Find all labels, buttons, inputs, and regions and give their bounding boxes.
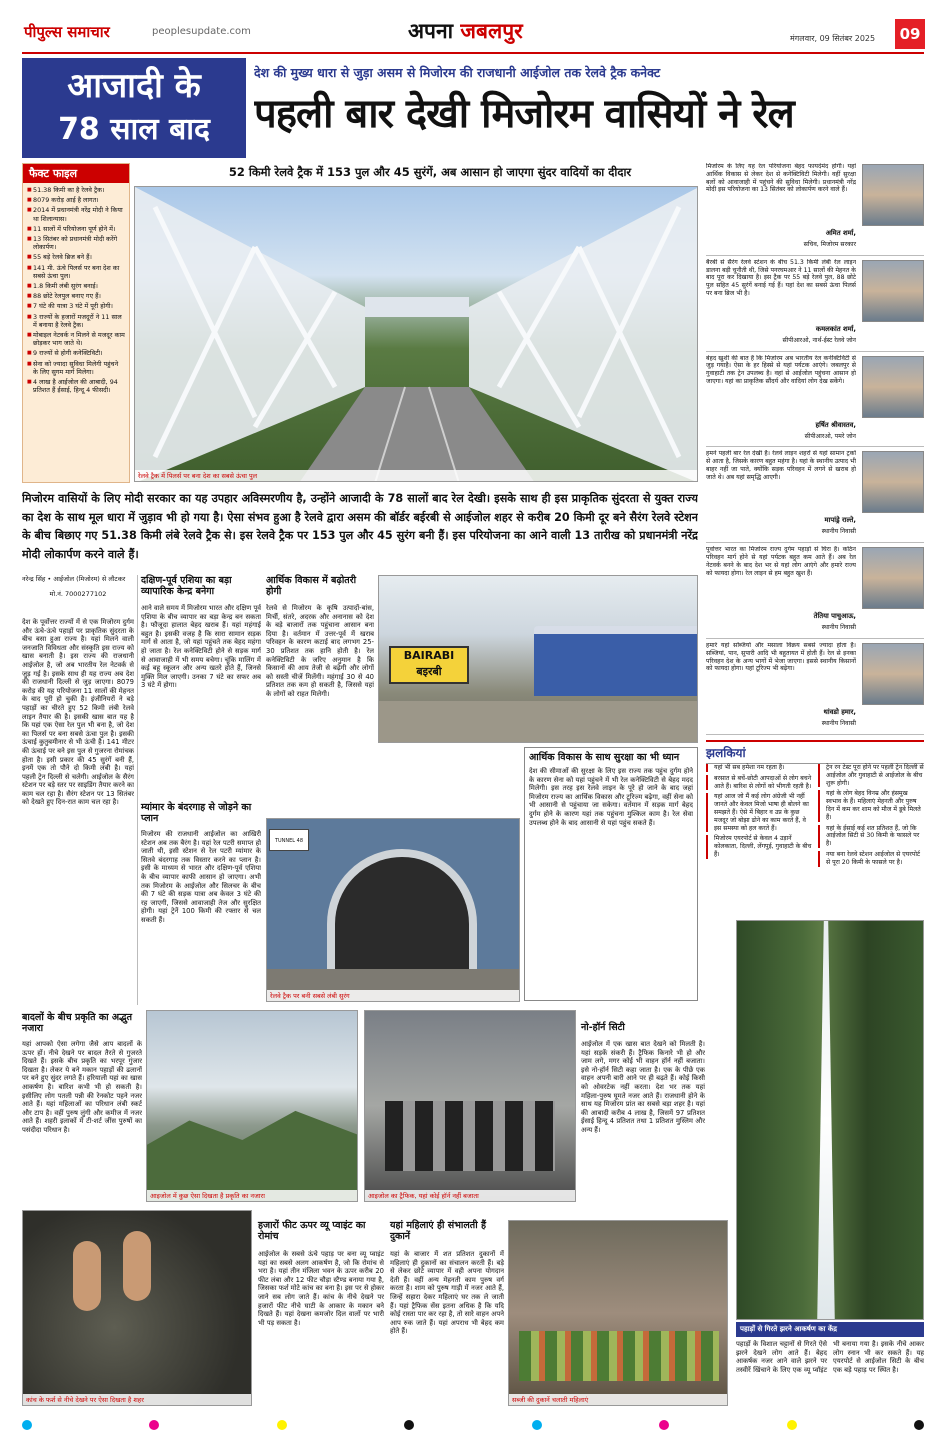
hill-ridge xyxy=(147,1106,358,1202)
fact-item: ■ 141 मी. ऊंचे पिलर्स पर बना देश का सबसे ऊंचा पुल। xyxy=(27,263,120,280)
highlight-item: यहां के लोग बेहद विनम्र और हंसमुख स्वभाव के हैं। महिलाएं मेहनती और पुरुष दिन में कम कर शाम को मौज में डूबे मिलते हैं। xyxy=(818,790,924,821)
bullet-icon: ■ xyxy=(27,225,32,232)
myanmar-body: मिजोरम की राजधानी आईजोल का आखिरी स्टेशन अब तक बैरंग है। यहां रेल पटरी समाप्त हो जाती थी, इसी स्टेशन से रेल पटरी म्यांमार के सितवे बंदरगाह तक विस्तार करने का प्लान है। इसी के माध्यम से भारत और दक्षिण-पूर्व एशिया के बीच व्यापार काफी आसान हो जाएगा। अभी तक मिजोरम के आईजोल और सिलचर के बीच की 7 घंटे की सड़क यात्रा अब केवल 3 घंटे की रह जाएगी, जिससे आवाजाही तेज और सुरक्षित होगी। यहां ट्रेनें 100 किमी की रफ्तार से चल सकती हैं। xyxy=(141,830,261,924)
vegetable-stall xyxy=(519,1331,719,1381)
quote-name: मापांड्रे राल्ते, xyxy=(824,516,856,525)
section-title-b: जबलपुर xyxy=(460,19,523,43)
fact-item: ■ 9 राज्यों से होगी कनेक्टिविटी। xyxy=(27,349,103,358)
scooters xyxy=(385,1101,555,1171)
quote-box xyxy=(706,256,924,352)
quote-name: कमलकांत शर्मा, xyxy=(815,324,856,333)
tunnel-caption: रेलवे ट्रैक पर बनी सबसे लंबी सुरंग xyxy=(267,990,519,1001)
lead-paragraph: मिजोरम वासियों के लिए मोदी सरकार का यह उपहार अविस्मरणीय है, उन्होंने आजादी के 78 सालों बाद रेल देखी। इसके साथ ही इस प्राकृतिक सुंदरता से युक्त राज्य का देश के साथ मूल धारा में जुड़ाव भी हो गया है। ऐसा संभव हुआ है रेलवे द्वारा असम की बॉर्डर बईरबी से आईजोल शहर से करीब 20 किमी दूर बने सैरंग रेलवे स्टेशन के बीच बिछाए गए 51.38 किमी लंबे रेलवे ट्रैक से। इस रेलवे ट्रैक पर 153 पुल और 45 सुरंग बनी हैं। इस परियोजना का आने वाली 13 तारीख को प्रधानमंत्री नरेंद्र मोदी लोकार्पण करने वाले हैं। xyxy=(22,492,698,561)
quote-text: बैरबी से सैरंग रेलवे स्टेशन के बीच 51.3 किमी लंबी रेल लाइन डालना बड़ी चुनौती थी, जिसे पनरघमआर ने 11 सालों की मेहनत के बाद पूरा कर दिखाया है। इस ट्रैक पर 55 बड़े रेलवे पुल, 88 छोटे पुल सहित 45 सुरंगें बनाई गई हैं। यहां देश का सबसे ऊंचा पिलर्स पर बना ब्रिज भी है। xyxy=(706,258,856,297)
station-sign-roman: BAIRABI xyxy=(403,649,455,662)
fact-file-title: फैक्ट फाइल xyxy=(23,164,129,183)
waterfall-stream xyxy=(815,921,837,1320)
foot-right xyxy=(123,1231,151,1301)
tunnel-sign: TUNNEL 48 xyxy=(269,829,309,851)
myanmar-heading: म्यांमार के बंदरगाह से जोड़ने का प्लान xyxy=(141,802,252,824)
nohorn-body: आईजोल में एक खास बात देखने को मिलती है। यहां सड़कें संकरी हैं। ट्रैफिक किनारे भी हो और जाम लगे, मगर कोई भी वाहन हॉर्न नहीं बजाता। इसे नो-हॉर्न सिटी कहा जाता है। एक के पीछे एक वाहन अपनी बारी आने पर ही बढ़ते हैं। कोई किसी को ओवरटेक नहीं करता। देश भर तक यहां महिला-पुरुष घूमते नजर आते हैं। राजधानी होने के साथ यह मिजोरम प्रांत का सबसे बड़ा शहर है। यहां की आबादी करीब 4 लाख है, जिसमें 97 प्रतिशत ईसाई हिन्दू 4 प्रतिशत तथा 1 प्रतिशत मुस्लिम और अन्य हैं। xyxy=(581,1040,705,1134)
clouds-body: यहां आपको ऐसा लगेगा जैसे आप बादलों के ऊपर हों। नीचे देखने पर बादल तैरते से गुजरते दिखते हैं। इसके बीच प्रकृति का भरपूर गुंजार दिखता है। लेकर ये बने मकान पहाड़ों की ढलानों पर बने हुए सुंदर लगते हैं। हरियाली यहां का खास आकर्षण है। बारिश कभी भी हो सकती है। इसीलिए लोग पतली पन्नी की रेनकोट पहने नजर आते हैं। यहां महिलाओं का परिधान लंबी स्कर्ट और टाप है। वहीं पुरुष लुंगी और कमीज में नजर आते हैं। शहरी इलाकों में टी-शर्ट जींस पुरुषों का पसंदीदा परिधान है। xyxy=(22,1040,142,1134)
brand-logo: पीपुल्स समाचार xyxy=(24,23,110,41)
portrait-photo xyxy=(862,643,924,705)
fact-item: ■ सेना को ज्यादा सुविधा मिलेगी पहुंचने के लिए सुगम मार्ग मिलेगा। xyxy=(27,359,119,376)
bullet-icon: ■ xyxy=(27,197,32,204)
bullet-icon: ■ xyxy=(27,303,32,310)
bullet-icon: ■ xyxy=(27,360,32,367)
super-headline: देश की मुख्य धारा से जुड़ा असम से मिजोरम की राजधानी आईजोल तक रेलवे ट्रैक कनेक्ट xyxy=(254,65,661,80)
platform xyxy=(379,701,698,743)
issue-date: मंगलवार, 09 सितंबर 2025 xyxy=(790,34,876,43)
quote-role: स्थानीय निवासी xyxy=(821,528,856,536)
feet-photo xyxy=(22,1210,252,1406)
trade-body: आने वाले समय में मिजोरम भारत और दक्षिण पूर्व एशिया के बीच व्यापार का बड़ा केन्द्र बन सकता है। फौजूदा हालात बेहद खराब हैं। यहां महंगाई बहुत है। इसकी वजह है कि सारा सामान सड़क मार्ग से आता है, जो यहां पहुंचते तक बेहद महंगा हो जाता है। रेल कनेक्टिविटी होने से सड़क मार्ग से आवाजाही में भी समय बचेगा। चूंकि मालिंग में कई बहू स्कूलन और अन्य खतरे होते हैं, जिनसे मुक्ति मिल जाएगी। उनका 7 घंटे का सफर अब 3 घंटे में होगा। xyxy=(141,604,261,690)
portrait-photo xyxy=(862,451,924,513)
quote-box xyxy=(706,160,924,256)
masthead-rule xyxy=(22,52,924,54)
quote-name: हर्षित श्रीवास्तव, xyxy=(815,420,856,429)
women-body: यहां के बाजार में शत प्रतिशत दुकानों में महिलाएं ही दुकानों का संचालन करती हैं। बड़े से लेकर छोटे व्यापार में वही अपना योगदान देती हैं। वहीं अन्य मेहनती काम पुरुष वर्ग करता है। शाम को पुरुष गाड़ी में नजर आते हैं, जिन्हें सहारा देकर महिलाएं घर तक ले जाती हैं। यहां ट्रैफिक सेंस इतना अधिक है कि यदि कोई रास्ता पार कर रहा है, तो सारे वाहन अपने आप रुक जाते हैं। यहां अपराध भी बेहद कम होते हैं। xyxy=(390,1250,504,1336)
viewpoint-heading: हजारों फीट ऊपर व्यू प्वाइंट का रोमांच xyxy=(258,1220,366,1242)
quote-box xyxy=(706,639,924,735)
quote-text: बेहद खुशी की बात है कि मिजोरम अब भारतीय रेल कनेक्टिविटी से जुड़ गयाहै। ऐसा के हर हिस्से से यहां पर्यटक आएंगे। जबलपुर से गुवाहाटी तक ट्रेन उपलब्ध है। वहां से आईजोल पहुंचना आसान हो जाएगा। यहां का प्राकृतिक सौंदर्य और वादियां लोग देख सकेंगे। xyxy=(706,354,856,385)
kicker-box xyxy=(22,58,246,158)
page-number: 09 xyxy=(895,19,925,49)
fact-item: ■ 11 सालों में परियोजना पूर्ण होने में। xyxy=(27,224,116,233)
highlight-item: यहां के ईसाई कई शत प्रतिशत हैं, जो कि आईजोल सिटी से 30 किमी के फासले पर है। xyxy=(818,825,924,848)
foot-left xyxy=(73,1241,101,1311)
train-shape xyxy=(534,626,698,696)
portrait-photo xyxy=(862,356,924,418)
portrait-photo xyxy=(862,164,924,226)
fact-list xyxy=(23,183,129,394)
bullet-icon: ■ xyxy=(27,313,32,320)
bullet-icon: ■ xyxy=(27,379,32,386)
hills-caption: आइजोल में कुछ ऐसा दिखता है प्रकृति का नजारा xyxy=(147,1190,357,1201)
quote-role: सीपीआरओ, पमरे जोन xyxy=(804,432,856,440)
security-body: देश की सीमाओं की सुरक्षा के लिए इस राज्य तक पहुंच दुर्गम होने के कारण सेना को यहां पहुंचने में भी रेल कनेक्टिविटी से बेहद मदद मिलेगी। इस तरह इस रेलवे लाइन के पूरे हो जाने के बाद जहां मिजोरम राज्य का आर्थिक विकास और टूरिज्म बढ़ेगा, वहीं सेना को भी आसानी से पहुंचाया जा सकेगा। वर्तमान में सड़क मार्ग बेहद दुर्गम होने के कारण यहां तक पहुंचना मुश्किल काम है। रेल सेवा उपलब्ध होने के बाद आसानी से यहां पहुंच सकते हैं। xyxy=(529,767,693,827)
bridge-photo xyxy=(134,186,698,482)
quote-text: हमारे यहां सब्जियों और मसाला विक्रय सबसे ज्यादा होता है। सब्जियां, पान, सुपारी आदि भी बहुतायत में होती हैं। रेल से इनका परिवहन देश के अन्य भागों में भेजा जाएगा। इससे स्थानीय किसानों को फायदा होगा। यहां टूरिज्म भी बढ़ेगा। xyxy=(706,641,856,673)
col-divider-1 xyxy=(137,575,138,1005)
fact-item: ■ मोबाइल नेटवर्क न मिलने से मजदूर काम छोड़कर भाग जाते थे। xyxy=(27,331,125,348)
feet-caption: कांच के फर्श से नीचे देखने पर ऐसा दिखता है शहर xyxy=(23,1394,251,1405)
quote-text: मिजोरम के लिए यह रेल परियोजना बेहद फायदेमंद होगी। यहां आर्थिक विकास से लेकर देश से कनेक्टिविटी मिलेगी। वहीं सुरक्षा बलों को आवाजाही में पहुंचने की सुविधा मिलेगी। प्रधानमंत्री नरेंद्र मोदी इस परियोजना का 13 सितंबर को लोकार्पण करने वाले हैं। xyxy=(706,163,856,194)
quote-box xyxy=(706,352,924,448)
highlights-left xyxy=(706,764,812,862)
print-registration-marks xyxy=(22,1418,924,1432)
masthead xyxy=(0,0,945,52)
waterfall-caption: पहाड़ों से गिरते झरने आकर्षण का केंद्र xyxy=(736,1322,924,1337)
security-heading: आर्थिक विकास के साथ सुरक्षा का भी ध्यान xyxy=(529,752,680,763)
fact-item: ■ 1.8 किमी लंबी सुरंग बनाई। xyxy=(27,282,98,291)
highlight-item: बरसात से बचें-छोटी आपदाओं से लोग बचने आते हैं। बारिश से लोगों को भीगती रहती है। xyxy=(706,775,812,791)
quote-role: सचिव, मिजोरम सरकार xyxy=(803,241,856,248)
highlight-item: मिजोरम एयरपोर्ट से केवल 4 उड़ानें कोलकाता, दिल्ली, लेंगपुई, गुवाहाटी के बीच हैं। xyxy=(706,835,812,858)
trade-heading: दक्षिण-पूर्व एशिया का बड़ा व्यापारिक केन्द्र बनेगा xyxy=(141,575,232,597)
highlight-item: ट्रेन रन टेस्ट पूरा होने पर पहली ट्रेन दिल्ली से आईजोल और गुवाहाटी से आईजोल के बीच शुरू होगी। xyxy=(818,764,924,787)
bullet-icon: ■ xyxy=(27,283,32,290)
fact-item: ■ 4 लाख है आईजोल की आबादी, 94 प्रतिशत हैं ईसाई, हिन्दू 4 फीसदी। xyxy=(27,378,118,395)
byline-phone: मो.नं. 7000277102 xyxy=(49,590,107,598)
bullet-icon: ■ xyxy=(27,236,32,243)
station-sign-hindi: बइरबी xyxy=(416,665,442,678)
viewpoint-body: आईजोल के सबसे ऊंचे पहाड़ पर बना व्यू प्वाइंट यहां का सबसे अलग आकर्षण है, जो कि रोमांच से भरा है। यहां तीन मंजिला भवन के ऊपर करीब 20 फीट लंबा और 12 फीट चौड़ा स्टैण्ड बनाया गया है, जिसका फर्श मोटे कांच का बना है। इस पर से होकर जाने सब लोग जाते हैं। कांच के नीचे देखने पर हजारों फीट नीचे घाटी के आकार के मकान बने दिखते हैं। यहां देखना कमजोर दिल वालों पर भारी भी पड़ सकता है। xyxy=(258,1250,384,1327)
clouds-heading: बादलों के बीच प्रकृति का अद्भुत नजारा xyxy=(22,1012,133,1034)
bullet-icon: ■ xyxy=(27,254,32,261)
section-title xyxy=(408,17,523,45)
highlights-right xyxy=(818,764,924,870)
fact-item: ■ 2014 में प्रधानमंत्री नरेंद्र मोदी ने किया था शिलान्यास। xyxy=(27,206,123,223)
bullet-icon: ■ xyxy=(27,187,32,193)
highlight-item: यहां भी सब हमेशा नम रहता है। xyxy=(706,764,812,772)
bullet-icon: ■ xyxy=(27,207,32,214)
quote-box xyxy=(706,543,924,639)
highlight-item: यहां आज जो मैं कई लोग अंग्रेजी भी नहीं जानते और केवल मिजो भाषा ही बोलने का समझते हैं। ऐसे में बिहार व उप्र के कुछ मजदूर जो बोझा ढोने का काम करते हैं, वे इस समस्या को हल करते हैं। xyxy=(706,793,812,832)
economic-heading: आर्थिक विकास में बढ़ोतरी होगी xyxy=(266,575,357,597)
fact-item: ■ 13 सितंबर को प्रधानमंत्री मोदी करेंगे लोकार्पण। xyxy=(27,235,118,252)
sub-headline: 52 किमी रेलवे ट्रैक में 153 पुल और 45 सुरंगें, अब आसान हो जाएगा सुंदर वादियों का दीदार xyxy=(228,165,632,179)
quote-role: स्थानीय निवासी xyxy=(821,624,856,632)
bullet-icon: ■ xyxy=(27,332,32,339)
fact-item: ■ 3 राज्यों के हजारों मजदूरों ने 11 साल में बनाया है रेलवे ट्रैक। xyxy=(27,312,122,329)
station-photo xyxy=(378,575,698,743)
highlights-title: झलकियां xyxy=(706,742,924,764)
waterfall-photo xyxy=(736,920,924,1320)
traffic-caption: आइजोल का ट्रैफिक, यहां कोई हॉर्न नहीं बजाता xyxy=(365,1190,575,1201)
highlights-box xyxy=(706,740,924,912)
bullet-icon: ■ xyxy=(27,350,32,357)
security-box xyxy=(524,747,698,1001)
fact-item: ■ 55 बड़े रेलवे ब्रिज बने हैं। xyxy=(27,253,92,262)
bullet-icon: ■ xyxy=(27,264,32,271)
fact-item: ■ 8079 करोड़ आई है लागत। xyxy=(27,196,99,205)
economic-body: रेलवे से मिजोरम के कृषि उत्पादों-बांस, मिर्ची, संतरे, अदरक और अनानास को देश के बड़े बाजारों तक पहुंचाना आसान बना दिया है। वर्तमान में उत्तर-पूर्व में खराब परिवहन के कारण कटाई बाद लगभग 25-30 प्रतिशत तक हानि होती है। रेल कनेक्टिविटी के जरिए अनुमान है कि किसानों की आय तेजी से बढ़ेगी और लोगों को सस्ती चीजें मिलेंगी। महंगाई 30 से 40 प्रतिशत तक कम हो सकती है, जिससे यहां के लोगों को राहत मिलेगी। xyxy=(266,604,374,698)
traffic-photo xyxy=(364,1010,576,1202)
portrait-photo xyxy=(862,547,924,609)
fact-item: ■ 7 घंटे की यात्रा 3 घंटे में पूरी होगी। xyxy=(27,302,113,311)
byline-name: नरेन्द्र सिंह • आईजोल (मिजोरम) से लौटकर xyxy=(22,575,126,583)
byline xyxy=(22,575,134,599)
quote-text: पूर्वोत्तर भारत का मिजोरम राज्य दुर्गम पहाड़ों से घिरा है। कठिन परिवहन मार्ग होने से यहां पर्यटक बहुत कम आते हैं। अब रेल नेटवर्क बनने के बाद देश भर से यहां लोग आएंगे और हमारे राज्य को फायदा होगा। रेल लाइन से हम बहुत खुश हैं। xyxy=(706,546,856,577)
bridge-caption: रेलवे ट्रैक में पिलर्स पर बना देश का सबसे ऊंचा पुल xyxy=(135,470,697,481)
kicker-line-2: 78 साल बाद xyxy=(58,112,210,147)
section-title-a: अपना xyxy=(408,19,454,43)
quote-text: हमने पहली बार रेल देखी है। रेलवे लाइन शहरों से यहां सामान ट्रकों से आता है, जिसके कारण बहुत महंगा है। यहां के स्थानीय उत्पाद भी बाहर नहीं जा पाते, क्योंकि सड़क परिवहन में लगने से खराब हो जाते थे। अब यहां समृद्धि आएगी। xyxy=(706,450,856,481)
quote-box xyxy=(706,447,924,543)
website: peoplesupdate.com xyxy=(152,26,251,37)
market-photo xyxy=(508,1220,728,1406)
nohorn-heading: नो-हॉर्न सिटी xyxy=(581,1022,625,1033)
women-heading: यहां महिलाएं ही संभालती हैं दुकानें xyxy=(390,1220,487,1242)
quote-name: तेतिया पाचुआऊ, xyxy=(813,612,856,621)
quote-name: थांवडो हमार, xyxy=(823,707,856,716)
portrait-photo xyxy=(862,260,924,322)
quote-name: अमित शर्मा, xyxy=(825,229,856,237)
fact-file xyxy=(22,163,130,483)
waterfall-text: पहाड़ों के विशाल चट्टानों से गिरते ऐसे झरने देखने लोग आते हैं। बेहद आकर्षक नजर आने वाले झरने पर तस्वीरें खिंचाने के लिए एक व्यू प्वॉइंट भी बनाया गया है। इसके नीचे आकर लोग स्नान भी कर सकते हैं। यह एयरपोर्ट से आईजोल सिटी के बीच एक बड़े पहाड़ पर स्थित है। xyxy=(736,1340,924,1374)
main-body: देश के पूर्वोत्तर राज्यों में से एक मिजोरम दुर्गम और ऊंचे-ऊंचे पहाड़ों पर प्राकृतिक सुंदरता के बीच बसा हुआ राज्य है। यहां मिलने वाली जनजाति विविधता और संस्कृति इस राज्य को खास बनाती है। इस राज्य की राजधानी आईजोल है, जो अब भारतीय रेल नेटवर्क से जुड़ गई है। इसके साथ ही यह राज्य अब देश की राजधानी दिल्ली से जुड़ जाएगा। 8079 करोड़ की यह परियोजना 11 सालों की मेहनत के बाद पूरी हो चुकी है। इंजीनियरों ने बड़े पहाड़ों का चीरते हुए 52 किमी लंबी रेलवे लाइन तैयार की है। इसकी खास बात यह है कि यहां एक ऐसा रेल पुल भी बना है, जो देश का पिलर्स पर बना सबसे ऊंचा पुल है। इसकी ऊंचाई कुतुबमीनार से भी ऊंची है। 141 मीटर की ऊंचाई पर बने इस पुल से गुजरना रोमांचक होता है। इसी प्रकार की 45 सुरंगें बनी हैं, इनमें एक तो पौने दो किमी लंबी है। यहां पहली ट्रेन दिल्ली से चलेगी। आईजोल के सैरंग स्टेशन पर बड़े स्तर पर साइडिंग तैयार करने का काम चल रहा है। सैरंग स्टेशन पर 13 सितंबर को देखते हुए दिन-रात काम चल रहा है। xyxy=(22,618,134,807)
quote-role: सीपीआरओ, नार्थ-ईस्ट रेलवे जोन xyxy=(782,336,856,344)
tunnel-photo xyxy=(266,818,520,1002)
bullet-icon: ■ xyxy=(27,293,32,300)
station-sign xyxy=(389,646,469,684)
kicker-line-1: आजादी के xyxy=(67,66,201,106)
main-headline: पहली बार देखी मिजोरम वासियों ने रेल xyxy=(254,91,794,137)
highlight-item: नया बना रेलवे स्टेशन आईजोल से एयरपोर्ट से पूरा 20 किमी के फासले पर है। xyxy=(818,851,924,867)
fact-item: ■ 88 छोटे रेलपुल बनाए गए हैं। xyxy=(27,292,101,301)
market-caption: सब्जी की दुकानें चलाती महिलाएं xyxy=(509,1394,727,1405)
bridge-illustration xyxy=(135,187,698,482)
hills-photo xyxy=(146,1010,358,1202)
quote-role: स्थानीय निवासी xyxy=(821,719,856,727)
fact-item: ■ 51.38 किमी का है रेलवे ट्रैक। xyxy=(27,186,105,194)
quotes-column xyxy=(706,160,924,735)
